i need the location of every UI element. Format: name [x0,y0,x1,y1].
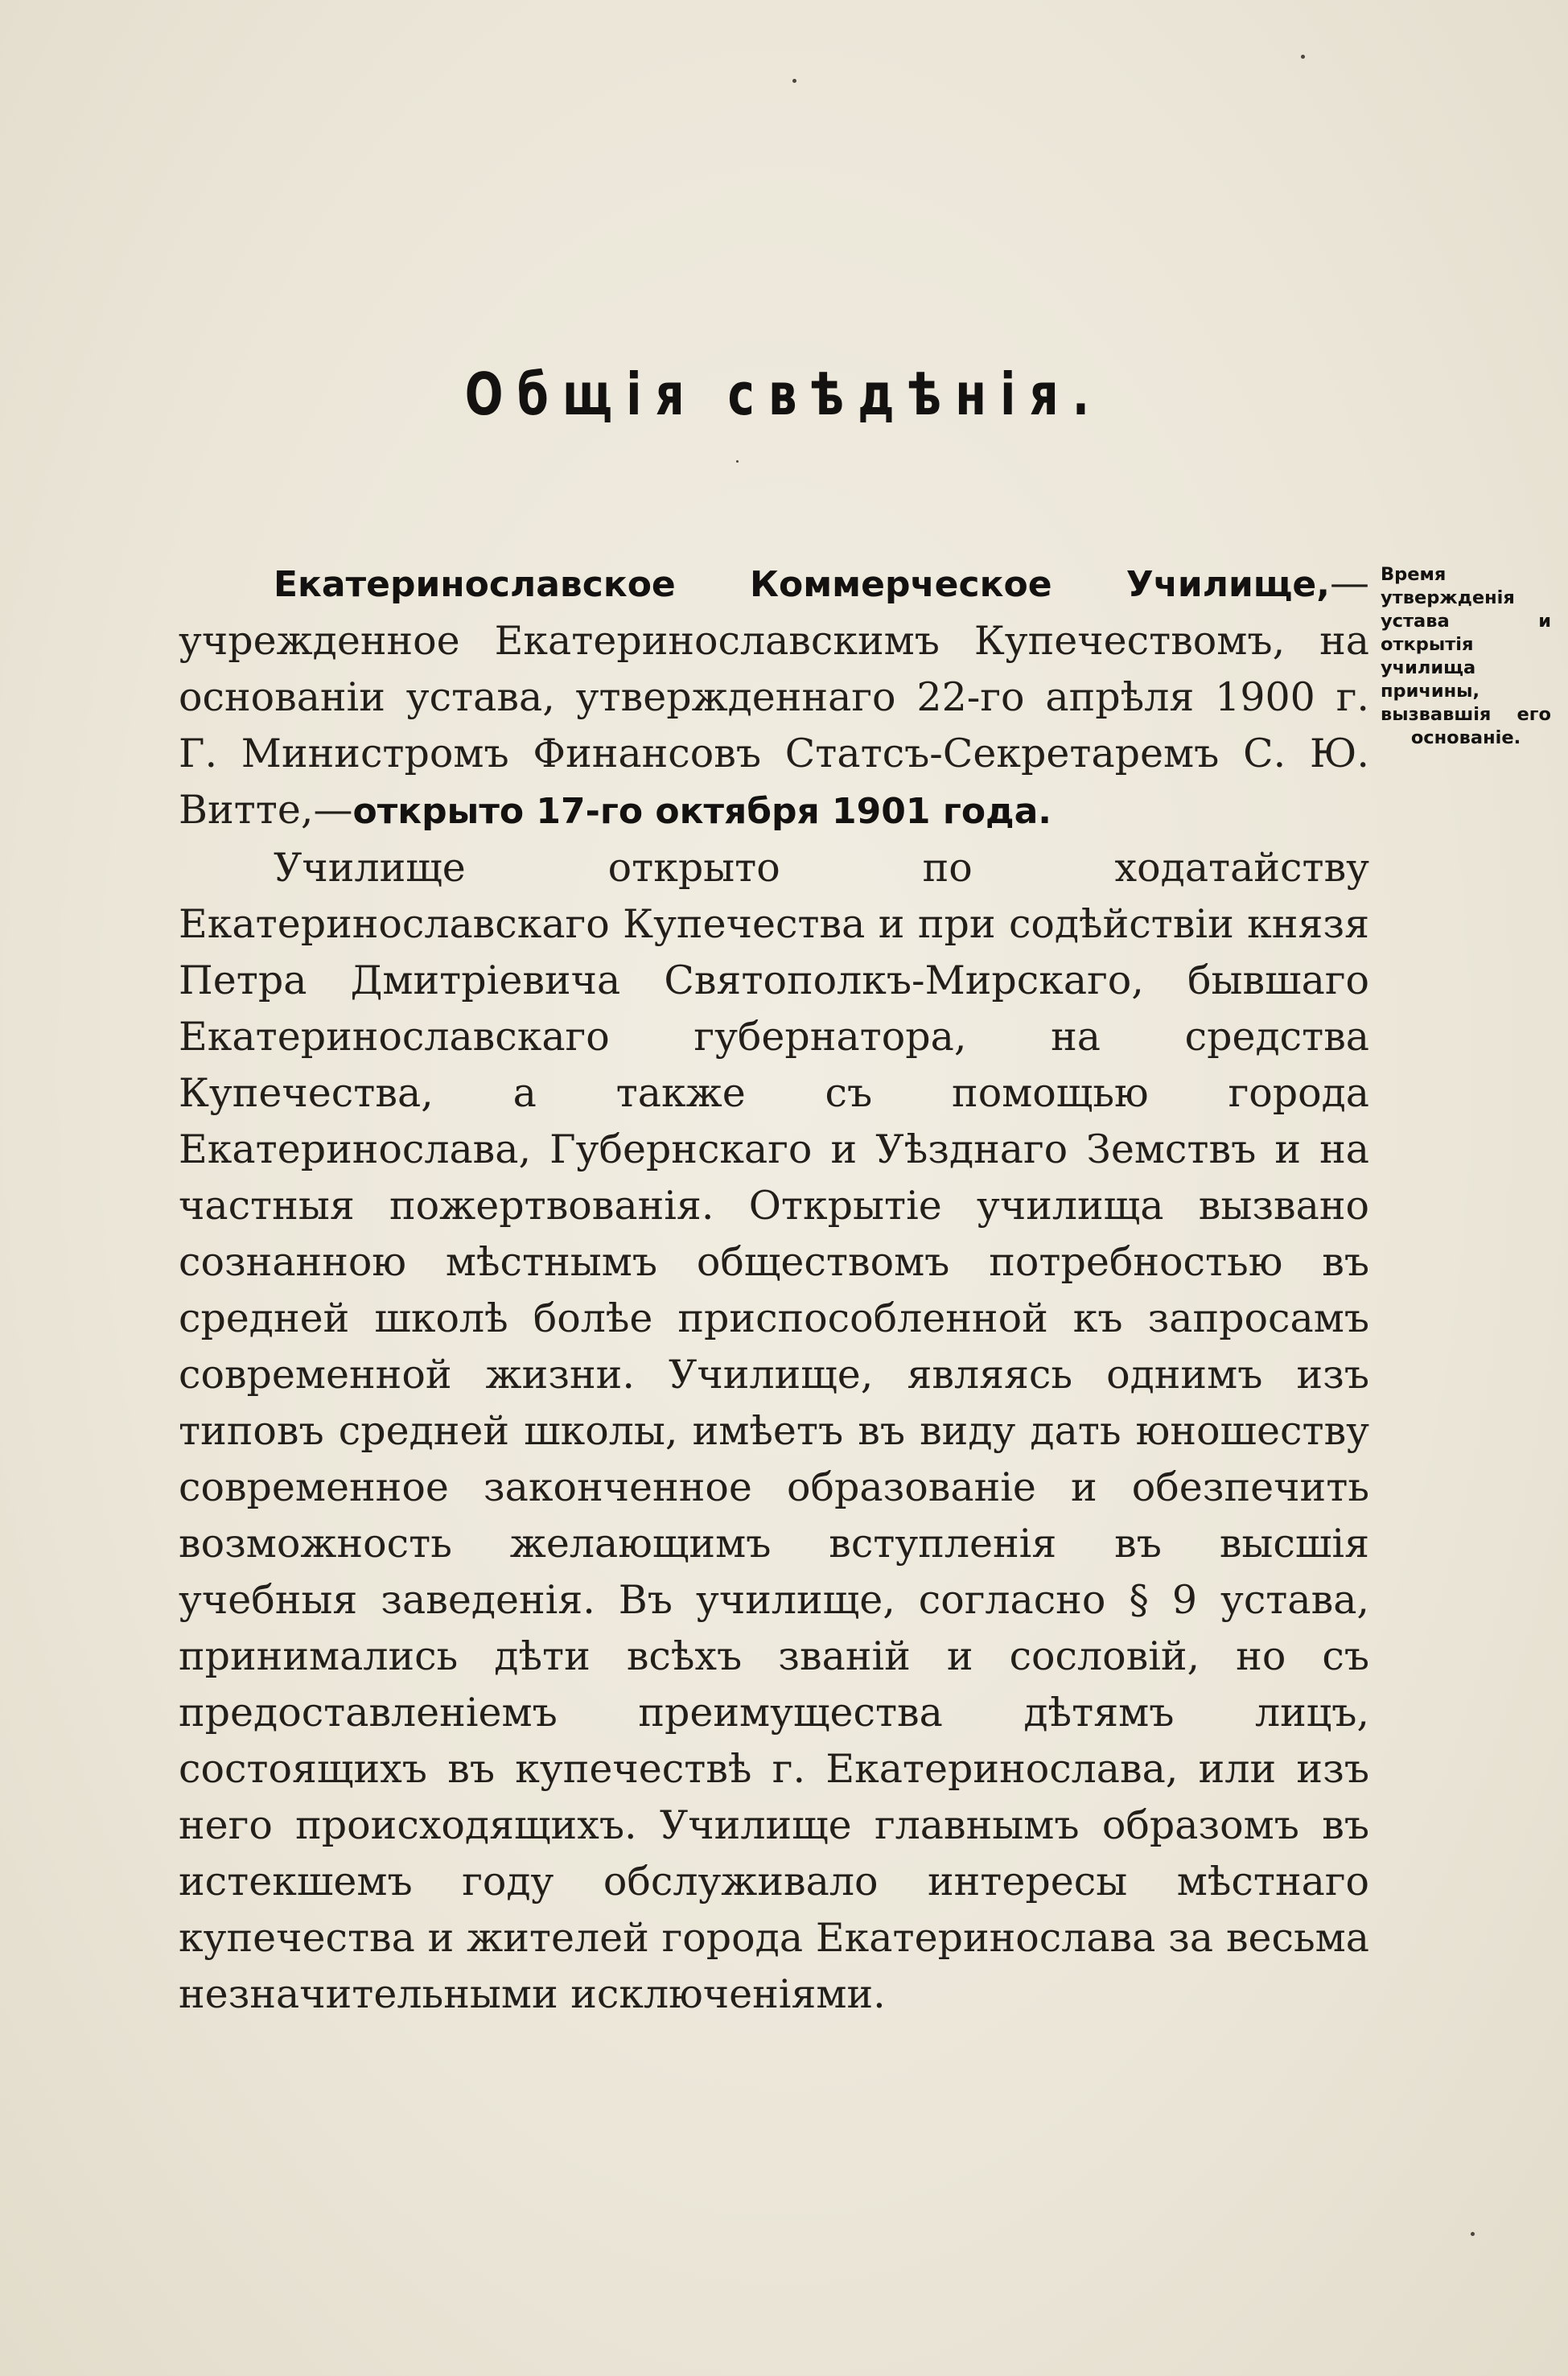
paragraph-1 [179,555,1369,840]
paper-speck [1471,2232,1475,2236]
main-text [179,555,1369,2023]
paper-speck [736,460,739,463]
paragraph-1-text: —учрежденное Екатеринославскимъ Купечествомъ, на основанiи устава, утвержденнаго 22-го апрѣля 1900 г. Г. Министромъ Финансовъ Статсъ-Секретаремъ С. Ю. Витте,— [179,560,1369,833]
margin-note: Время утвержденiя устава и открытiя училища причины, вызвавшiя его основанiе. [1381,564,1551,748]
opening-date: открыто 17-го октября 1901 года. [352,791,1052,832]
paragraph-2: Училище открыто по ходатайству Екатеринославскаго Купечества и при содѣйствiи князя Петра Дмитрiевича Святополкъ-Мирскаго, бывшаго Екатеринославскаго губернатора, на средства Купечества, а также съ помощью города Екатеринослава, Губернскаго и Уѣзднаго Земствъ и на частныя пожертвованiя. Открытiе училища вызвано сознанною мѣстнымъ обществомъ потребностью въ средней школѣ болѣе приспособленной къ запросамъ современной жизни. Училище, являясь однимъ изъ типовъ средней школы, имѣетъ въ виду дать юношеству современное законченное образованiе и обезпечить возможность желающимъ вступленiя въ высшiя учебныя заведенiя. Въ училище, согласно § 9 устава, принимались дѣти всѣхъ званiй и сословiй, но съ предоставленiемъ преимущества дѣтямъ лицъ, состоящихъ въ купечествѣ г. Екатеринослава, или изъ него происходящихъ. Училище главнымъ образомъ въ истекшемъ году обслуживало интересы мѣстнаго купечества и жителей города Екатеринослава за весьма незначительными исключенiями. [179,845,1369,2017]
page-title: Общiя свѣдѣнiя. [464,360,1104,428]
paper-speck [792,79,796,83]
paper-speck [1301,55,1305,59]
school-name-lead: Екатеринославское Коммерческое Училище, [274,564,1330,605]
